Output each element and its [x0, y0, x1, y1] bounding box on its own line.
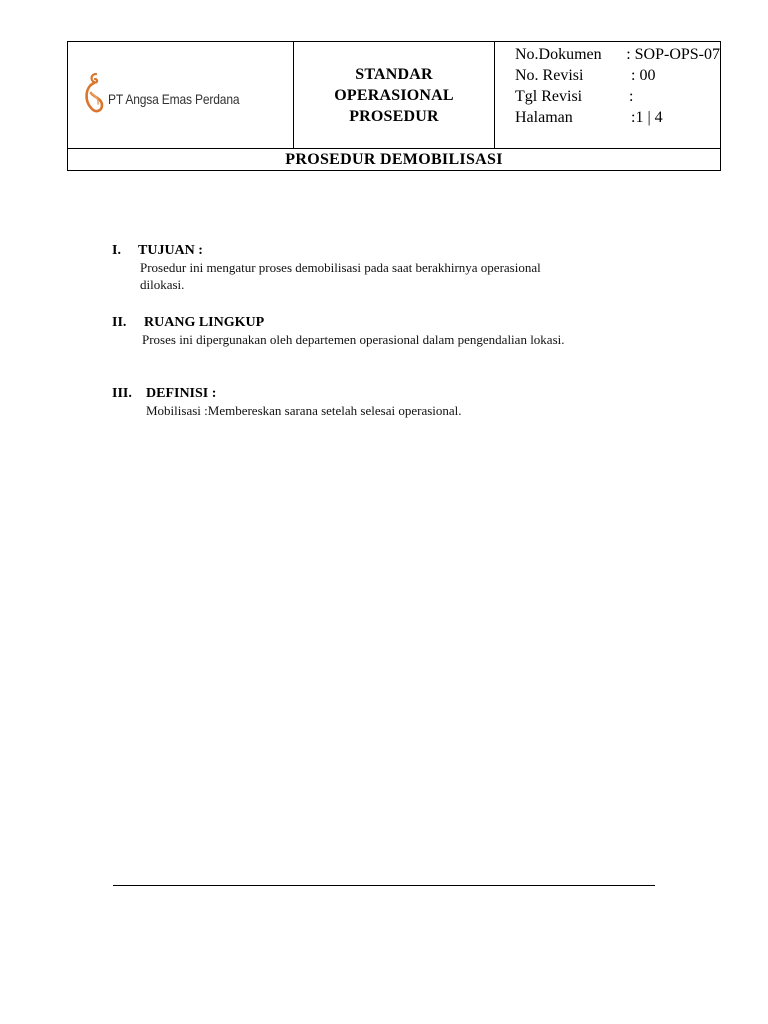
meta-label: Halaman [515, 109, 573, 126]
meta-value: : SOP-OPS-07 [626, 46, 720, 63]
section-line: Mobilisasi :Membereskan sarana setelah selesai operasional. [146, 403, 462, 418]
section-number: II. [112, 315, 127, 330]
section-ruang-lingkup [112, 314, 672, 348]
title-line-1: STANDAR [355, 65, 433, 83]
section-line: Proses ini dipergunakan oleh departemen operasional dalam pengendalian lokasi. [142, 332, 565, 347]
section-number: III. [112, 386, 132, 401]
section-heading [112, 385, 672, 402]
meta-value: : [629, 88, 634, 105]
section-body [112, 402, 672, 419]
meta-label: No. Revisi [515, 67, 584, 84]
document-header-table [67, 41, 721, 171]
section-body [112, 259, 672, 293]
section-body [112, 331, 672, 348]
section-title: TUJUAN : [138, 243, 203, 258]
section-line: dilokasi. [140, 277, 185, 292]
section-title: DEFINISI : [146, 386, 217, 401]
meta-row-page [515, 107, 720, 128]
meta-row-document-number [515, 44, 720, 65]
section-line: Prosedur ini mengatur proses demobilisasi pada saat berakhirnya operasional [140, 260, 541, 275]
meta-row-revision-date [515, 86, 720, 107]
logo-cell [68, 42, 294, 149]
meta-row-revision [515, 65, 720, 86]
section-definisi [112, 385, 672, 419]
section-title: RUANG LINGKUP [144, 315, 265, 330]
meta-value: : 00 [631, 67, 656, 84]
meta-value: :1 | 4 [631, 109, 663, 126]
meta-label: No.Dokumen [515, 46, 602, 63]
section-heading [112, 314, 672, 331]
section-number: I. [112, 243, 121, 258]
document-subtitle: PROSEDUR DEMOBILISASI [68, 149, 721, 171]
company-logo [68, 75, 293, 115]
section-tujuan [112, 242, 672, 293]
document-title-cell [294, 42, 495, 149]
company-name: PT Angsa Emas Perdana [108, 91, 240, 107]
section-heading [112, 242, 672, 259]
footer-divider [113, 885, 655, 886]
document-meta-cell [495, 42, 721, 149]
meta-label: Tgl Revisi [515, 88, 583, 105]
title-line-3: PROSEDUR [349, 107, 439, 125]
title-line-2: OPERASIONAL [334, 86, 454, 104]
document-meta-list [495, 42, 720, 128]
swan-logo-icon [82, 71, 106, 115]
